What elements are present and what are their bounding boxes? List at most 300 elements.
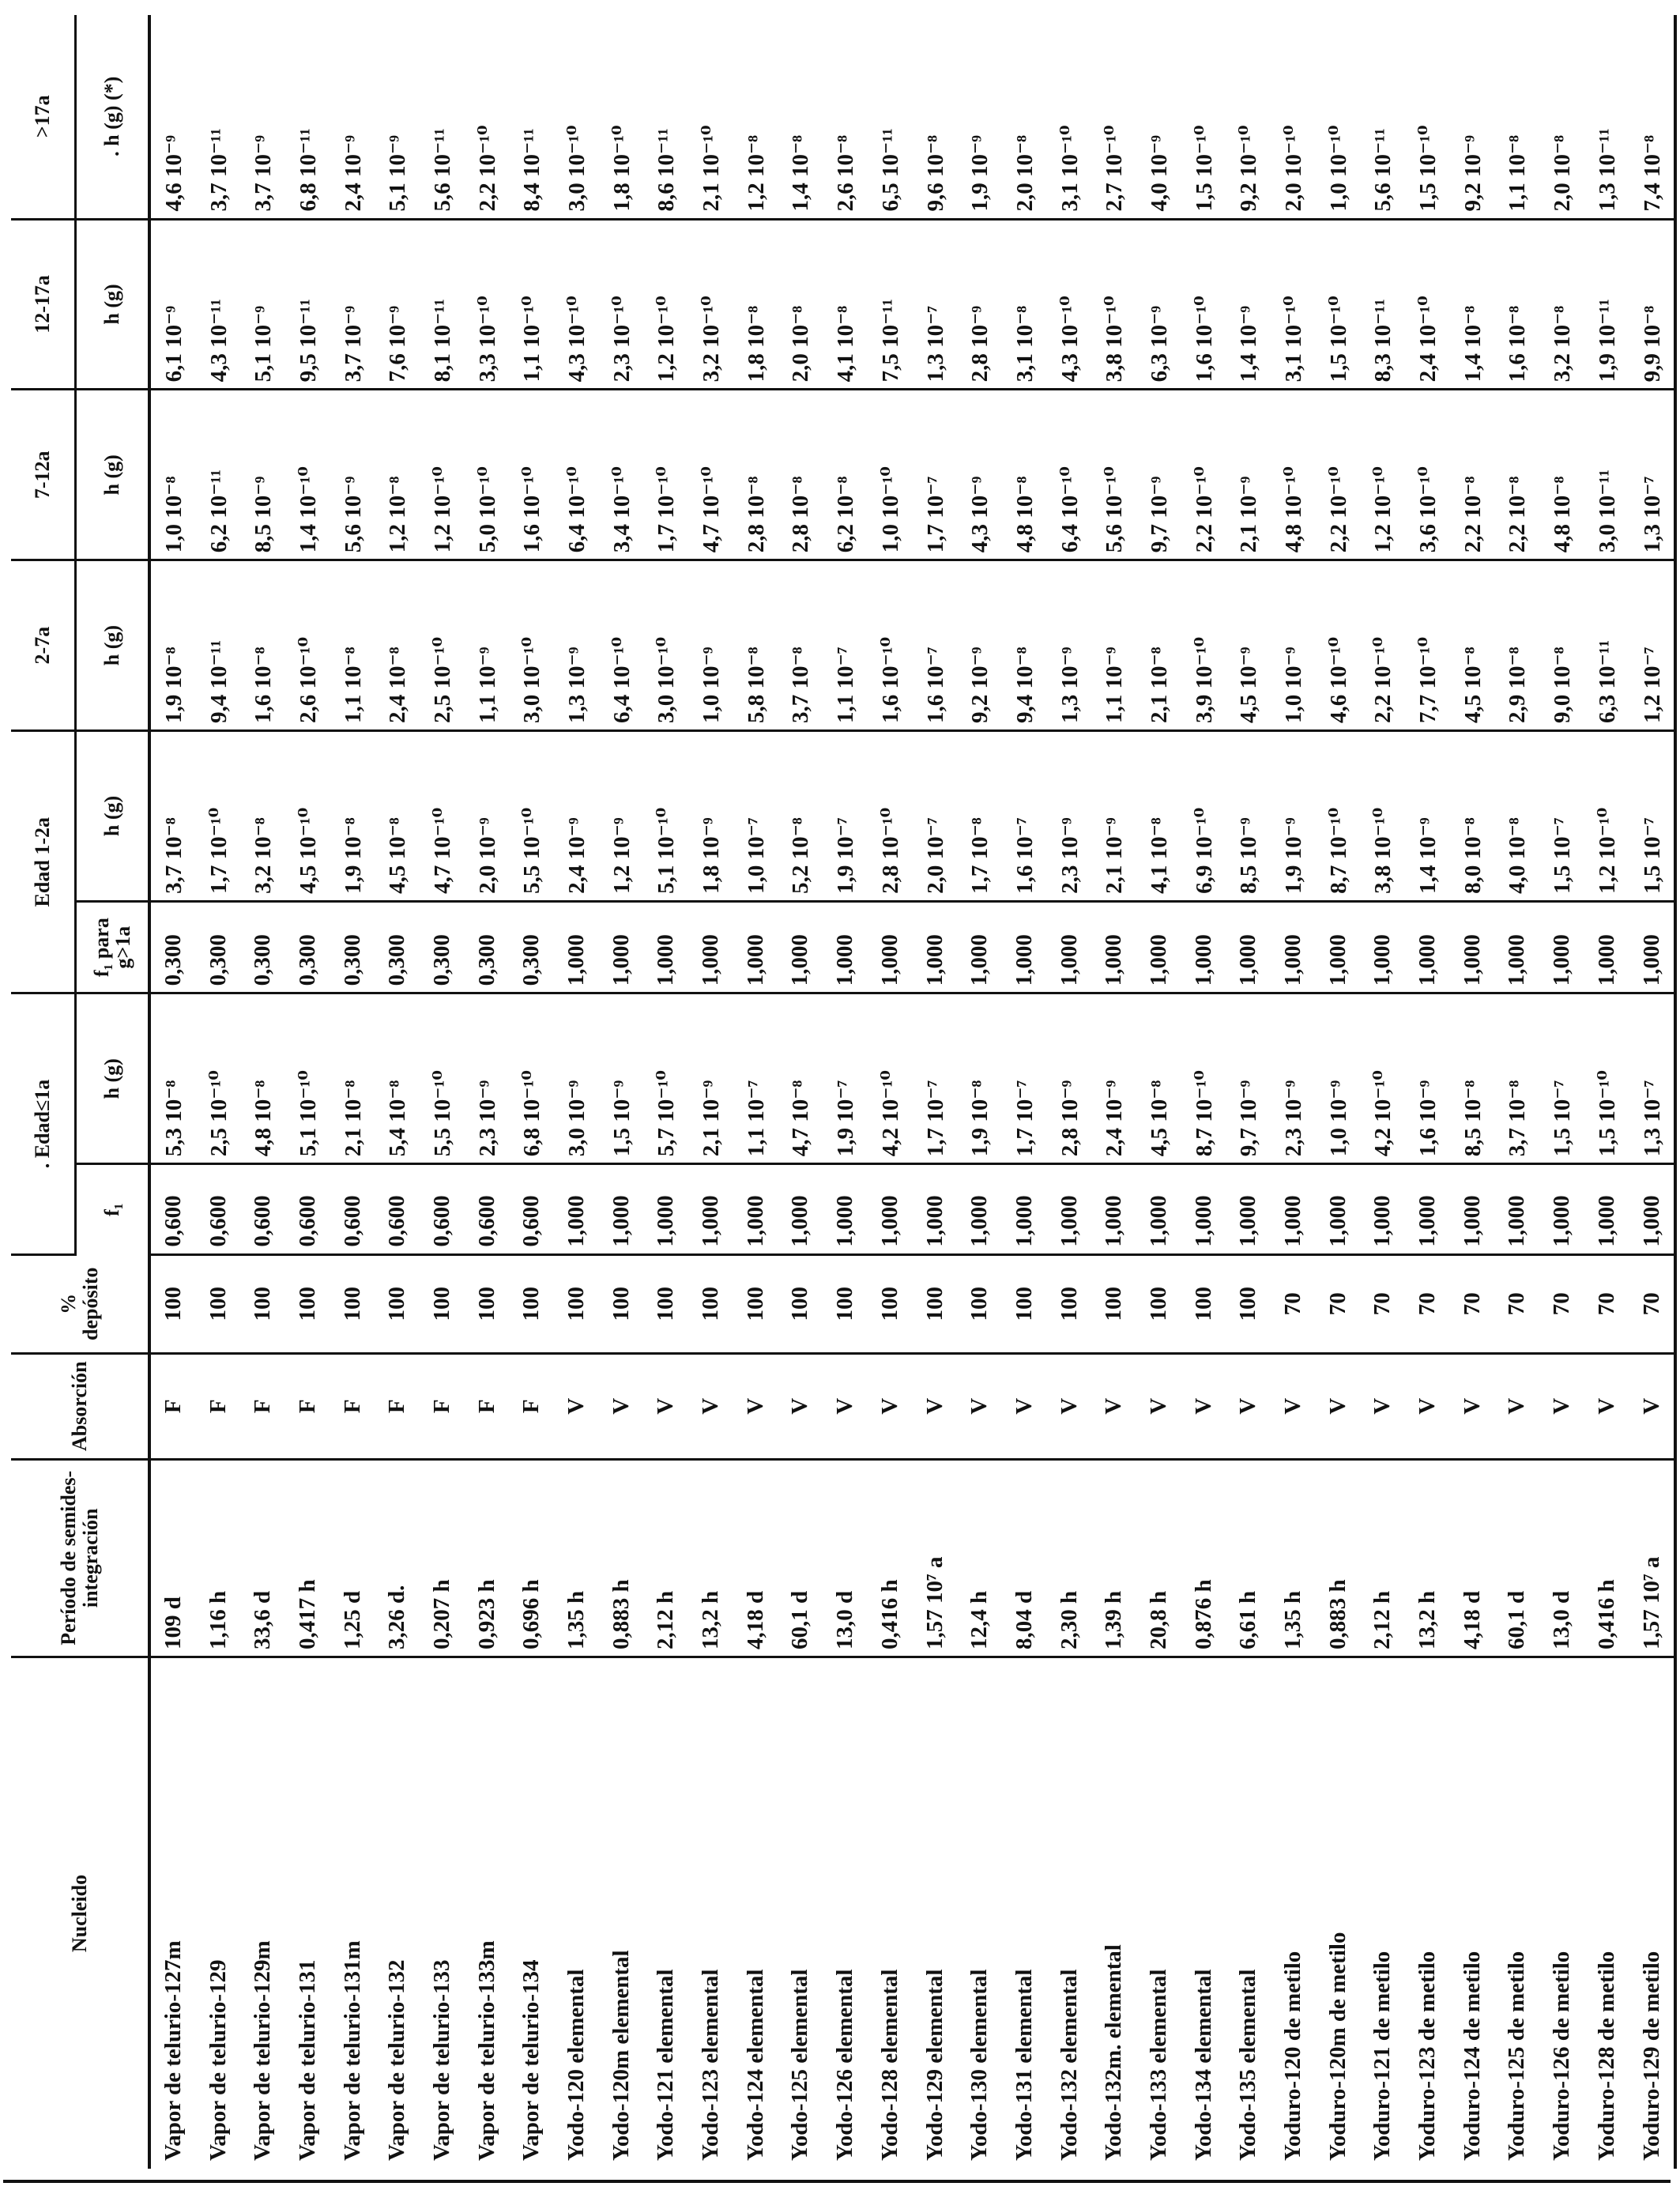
cell-absorcion: V [1361, 1353, 1406, 1459]
cell-h-gt-17a: 9,2 10⁻⁹ [1450, 15, 1495, 219]
cell-absorcion: V [554, 1353, 599, 1459]
cell-h-12-17a: 4,3 10⁻¹⁰ [554, 219, 599, 390]
cell-h-1-2a: 8,0 10⁻⁸ [1450, 731, 1495, 902]
cell-h-1-2a: 4,5 10⁻¹⁰ [285, 731, 330, 902]
cell-h-2-7a: 4,6 10⁻¹⁰ [1316, 560, 1361, 731]
cell-h-7-12a: 5,0 10⁻¹⁰ [465, 390, 510, 560]
cell-h-gt-17a: 2,0 10⁻⁸ [1539, 15, 1584, 219]
cell-h-gt-17a: 2,6 10⁻⁸ [823, 15, 868, 219]
cell-f1-le-1a: 0,600 [510, 1164, 555, 1254]
cell-absorcion: V [1316, 1353, 1361, 1459]
table-row [733, 15, 778, 2169]
cell-h-1-2a: 3,7 10⁻⁸ [149, 731, 196, 902]
cell-f1-1-2a: 1,000 [1629, 901, 1676, 993]
cell-deposito: 70 [1450, 1254, 1495, 1353]
cell-h-le-1a: 1,7 10⁻⁷ [913, 993, 958, 1164]
cell-h-2-7a: 1,6 10⁻⁸ [240, 560, 285, 731]
cell-f1-1-2a: 0,300 [330, 901, 375, 993]
cell-absorcion: V [1226, 1353, 1271, 1459]
cell-deposito: 70 [1495, 1254, 1540, 1353]
cell-periodo: 1,35 h [1271, 1459, 1316, 1657]
cell-h-12-17a: 1,2 10⁻¹⁰ [644, 219, 689, 390]
cell-periodo: 20,8 h [1136, 1459, 1181, 1657]
cell-nucleido: Yoduro-121 de metilo [1369, 1951, 1396, 2161]
cell-periodo: 1,57 10⁷ a [1629, 1459, 1676, 1657]
cell-f1-le-1a: 1,000 [688, 1164, 733, 1254]
cell-f1-le-1a: 1,000 [868, 1164, 913, 1254]
cell-h-gt-17a: 3,7 10⁻¹¹ [196, 15, 241, 219]
cell-nucleido: Yoduro-128 de metilo [1593, 1951, 1619, 2161]
table-row [420, 15, 465, 2169]
cell-h-2-7a: 1,0 10⁻⁹ [1271, 560, 1316, 731]
cell-nucleido: Yodo-126 elemental [832, 1969, 858, 2161]
cell-periodo: 2,12 h [1361, 1459, 1406, 1657]
cell-h-1-2a: 1,5 10⁻⁷ [1629, 731, 1676, 902]
cell-periodo: 60,1 d [1495, 1459, 1540, 1657]
cell-h-7-12a: 8,5 10⁻⁹ [240, 390, 285, 560]
cell-nucleido: Yoduro-125 de metilo [1504, 1951, 1530, 2161]
dose-coefficient-table [11, 15, 1677, 2169]
cell-h-le-1a: 2,8 10⁻⁹ [1047, 993, 1092, 1164]
header-deposito: % depósito [11, 1254, 149, 1353]
cell-periodo: 1,16 h [196, 1459, 241, 1657]
cell-h-le-1a: 1,9 10⁻⁸ [957, 993, 1002, 1164]
cell-absorcion: V [1450, 1353, 1495, 1459]
cell-h-12-17a: 9,9 10⁻⁸ [1629, 219, 1676, 390]
cell-h-1-2a: 4,5 10⁻⁸ [375, 731, 420, 902]
cell-h-2-7a: 1,2 10⁻⁷ [1629, 560, 1676, 731]
cell-h-gt-17a: 5,6 10⁻¹¹ [1361, 15, 1406, 219]
cell-h-12-17a: 3,1 10⁻¹⁰ [1271, 219, 1316, 390]
cell-h-gt-17a: 2,4 10⁻⁹ [330, 15, 375, 219]
cell-h-7-12a: 5,6 10⁻⁹ [330, 390, 375, 560]
cell-f1-le-1a: 1,000 [1271, 1164, 1316, 1254]
cell-deposito: 100 [1136, 1254, 1181, 1353]
cell-h-gt-17a: 1,8 10⁻¹⁰ [599, 15, 644, 219]
cell-h-le-1a: 2,1 10⁻⁹ [688, 993, 733, 1164]
cell-nucleido: Yodo-131 elemental [1011, 1969, 1037, 2161]
cell-f1-1-2a: 0,300 [420, 901, 465, 993]
cell-h-le-1a: 8,7 10⁻¹⁰ [1181, 993, 1226, 1164]
cell-h-2-7a: 3,7 10⁻⁸ [778, 560, 823, 731]
cell-h-12-17a: 7,6 10⁻⁹ [375, 219, 420, 390]
cell-h-12-17a: 1,1 10⁻¹⁰ [510, 219, 555, 390]
table-row [285, 15, 330, 2169]
cell-h-7-12a: 2,2 10⁻¹⁰ [1181, 390, 1226, 560]
cell-f1-1-2a: 1,000 [1091, 901, 1136, 993]
cell-h-2-7a: 9,4 10⁻⁸ [1002, 560, 1047, 731]
cell-h-12-17a: 3,8 10⁻¹⁰ [1091, 219, 1136, 390]
cell-h-le-1a: 5,3 10⁻⁸ [149, 993, 196, 1164]
cell-periodo: 0,207 h [420, 1459, 465, 1657]
cell-absorcion: F [285, 1353, 330, 1459]
cell-h-12-17a: 1,8 10⁻⁸ [733, 219, 778, 390]
cell-h-1-2a: 8,5 10⁻⁹ [1226, 731, 1271, 902]
cell-h-gt-17a: 1,9 10⁻⁹ [957, 15, 1002, 219]
cell-f1-le-1a: 1,000 [1584, 1164, 1629, 1254]
cell-h-gt-17a: 6,5 10⁻¹¹ [868, 15, 913, 219]
cell-deposito: 100 [149, 1254, 196, 1353]
cell-h-12-17a: 2,8 10⁻⁹ [957, 219, 1002, 390]
cell-nucleido: Yodo-132 elemental [1056, 1969, 1082, 2161]
cell-h-le-1a: 2,1 10⁻⁸ [330, 993, 375, 1164]
table-row [196, 15, 241, 2169]
cell-h-12-17a: 9,5 10⁻¹¹ [285, 219, 330, 390]
cell-h-7-12a: 6,2 10⁻¹¹ [196, 390, 241, 560]
table-row [778, 15, 823, 2169]
cell-h-12-17a: 3,1 10⁻⁸ [1002, 219, 1047, 390]
cell-deposito: 70 [1629, 1254, 1676, 1353]
cell-h-le-1a: 1,5 10⁻¹⁰ [1584, 993, 1629, 1164]
cell-h-1-2a: 1,7 10⁻⁸ [957, 731, 1002, 902]
table-row [1539, 15, 1584, 2169]
cell-h-7-12a: 3,6 10⁻¹⁰ [1405, 390, 1450, 560]
cell-f1-le-1a: 0,600 [330, 1164, 375, 1254]
cell-f1-1-2a: 1,000 [599, 901, 644, 993]
cell-f1-le-1a: 1,000 [1136, 1164, 1181, 1254]
table-row [1584, 15, 1629, 2169]
cell-periodo: 0,696 h [510, 1459, 555, 1657]
cell-h-7-12a: 2,2 10⁻¹⁰ [1316, 390, 1361, 560]
cell-f1-le-1a: 1,000 [1002, 1164, 1047, 1254]
cell-nucleido: Vapor de telurio-129 [205, 1959, 231, 2161]
cell-h-12-17a: 1,4 10⁻⁹ [1226, 219, 1271, 390]
cell-h-1-2a: 1,4 10⁻⁹ [1405, 731, 1450, 902]
cell-h-7-12a: 1,7 10⁻¹⁰ [644, 390, 689, 560]
cell-deposito: 70 [1584, 1254, 1629, 1353]
cell-h-gt-17a: 1,4 10⁻⁸ [778, 15, 823, 219]
cell-absorcion: V [733, 1353, 778, 1459]
cell-nucleido: Yodo-133 elemental [1145, 1969, 1171, 2161]
cell-h-1-2a: 1,9 10⁻⁸ [330, 731, 375, 902]
cell-h-le-1a: 5,1 10⁻¹⁰ [285, 993, 330, 1164]
cell-h-gt-17a: 1,2 10⁻⁸ [733, 15, 778, 219]
cell-nucleido: Vapor de telurio-133m [473, 1940, 499, 2161]
cell-h-7-12a: 2,8 10⁻⁸ [778, 390, 823, 560]
header-edad-2-7a: 2-7a [11, 560, 76, 731]
cell-absorcion: F [149, 1353, 196, 1459]
cell-h-le-1a: 4,5 10⁻⁸ [1136, 993, 1181, 1164]
cell-h-1-2a: 2,8 10⁻¹⁰ [868, 731, 913, 902]
header-edad-12-17a: 12-17a [11, 219, 76, 390]
cell-f1-le-1a: 1,000 [733, 1164, 778, 1254]
cell-h-12-17a: 8,3 10⁻¹¹ [1361, 219, 1406, 390]
cell-h-7-12a: 2,8 10⁻⁸ [733, 390, 778, 560]
cell-periodo: 0,883 h [599, 1459, 644, 1657]
cell-h-gt-17a: 3,1 10⁻¹⁰ [1047, 15, 1092, 219]
cell-nucleido: Vapor de telurio-134 [518, 1959, 544, 2161]
cell-f1-1-2a: 1,000 [644, 901, 689, 993]
cell-f1-1-2a: 1,000 [688, 901, 733, 993]
cell-h-7-12a: 1,2 10⁻¹⁰ [420, 390, 465, 560]
top-rule [3, 2180, 1671, 2183]
cell-h-gt-17a: 4,6 10⁻⁹ [149, 15, 196, 219]
cell-h-1-2a: 1,0 10⁻⁷ [733, 731, 778, 902]
cell-h-gt-17a: 2,0 10⁻⁸ [1002, 15, 1047, 219]
cell-f1-1-2a: 1,000 [1316, 901, 1361, 993]
cell-h-7-12a: 9,7 10⁻⁹ [1136, 390, 1181, 560]
cell-h-12-17a: 1,6 10⁻¹⁰ [1181, 219, 1226, 390]
cell-absorcion: V [1584, 1353, 1629, 1459]
cell-h-gt-17a: 2,0 10⁻¹⁰ [1271, 15, 1316, 219]
cell-f1-1-2a: 0,300 [465, 901, 510, 993]
cell-h-12-17a: 1,4 10⁻⁸ [1450, 219, 1495, 390]
cell-absorcion: V [1002, 1353, 1047, 1459]
cell-absorcion: V [913, 1353, 958, 1459]
cell-absorcion: F [240, 1353, 285, 1459]
cell-h-12-17a: 3,7 10⁻⁹ [330, 219, 375, 390]
cell-nucleido: Yoduro-126 de metilo [1549, 1951, 1575, 2161]
header-nucleido: Nucleido [11, 1657, 149, 2169]
cell-h-12-17a: 8,1 10⁻¹¹ [420, 219, 465, 390]
cell-h-gt-17a: 5,6 10⁻¹¹ [420, 15, 465, 219]
cell-nucleido: Yodo-135 elemental [1235, 1969, 1261, 2161]
cell-absorcion: V [1629, 1353, 1676, 1459]
cell-h-le-1a: 1,7 10⁻⁷ [1002, 993, 1047, 1164]
cell-h-gt-17a: 9,2 10⁻¹⁰ [1226, 15, 1271, 219]
cell-deposito: 100 [823, 1254, 868, 1353]
cell-h-le-1a: 6,8 10⁻¹⁰ [510, 993, 555, 1164]
cell-h-7-12a: 2,1 10⁻⁹ [1226, 390, 1271, 560]
cell-f1-1-2a: 1,000 [1047, 901, 1092, 993]
cell-h-7-12a: 1,2 10⁻¹⁰ [1361, 390, 1406, 560]
cell-nucleido: Yodo-125 elemental [787, 1969, 813, 2161]
cell-h-gt-17a: 8,6 10⁻¹¹ [644, 15, 689, 219]
table-row [375, 15, 420, 2169]
table-body [149, 15, 1675, 2169]
cell-h-2-7a: 3,0 10⁻¹⁰ [510, 560, 555, 731]
cell-deposito: 100 [913, 1254, 958, 1353]
cell-f1-le-1a: 1,000 [1629, 1164, 1676, 1254]
cell-h-2-7a: 4,5 10⁻⁸ [1450, 560, 1495, 731]
cell-h-12-17a: 3,3 10⁻¹⁰ [465, 219, 510, 390]
cell-h-1-2a: 3,8 10⁻¹⁰ [1361, 731, 1406, 902]
cell-nucleido: Yodo-121 elemental [653, 1969, 679, 2161]
cell-periodo: 1,57 10⁷ a [913, 1459, 958, 1657]
header-absorcion: Absorción [11, 1353, 149, 1459]
cell-absorcion: V [1405, 1353, 1450, 1459]
cell-f1-1-2a: 0,300 [285, 901, 330, 993]
cell-h-2-7a: 1,1 10⁻⁹ [465, 560, 510, 731]
cell-h-12-17a: 1,3 10⁻⁷ [913, 219, 958, 390]
subheader-h: h (g) [76, 219, 150, 390]
subheader-f1-para: f₁ para g>1a [76, 901, 150, 993]
cell-h-gt-17a: 2,1 10⁻¹⁰ [688, 15, 733, 219]
cell-absorcion: F [420, 1353, 465, 1459]
cell-periodo: 4,18 d [733, 1459, 778, 1657]
table-row [1405, 15, 1450, 2169]
cell-absorcion: V [1271, 1353, 1316, 1459]
table-row [868, 15, 913, 2169]
cell-nucleido: Yoduro-123 de metilo [1414, 1951, 1441, 2161]
cell-h-12-17a: 7,5 10⁻¹¹ [868, 219, 913, 390]
cell-absorcion: V [868, 1353, 913, 1459]
cell-f1-1-2a: 0,300 [510, 901, 555, 993]
cell-h-12-17a: 1,5 10⁻¹⁰ [1316, 219, 1361, 390]
cell-h-1-2a: 1,9 10⁻⁷ [823, 731, 868, 902]
cell-h-2-7a: 1,9 10⁻⁸ [149, 560, 196, 731]
cell-absorcion: V [1047, 1353, 1092, 1459]
cell-deposito: 100 [420, 1254, 465, 1353]
cell-h-1-2a: 6,9 10⁻¹⁰ [1181, 731, 1226, 902]
cell-nucleido: Vapor de telurio-132 [384, 1959, 410, 2161]
cell-h-7-12a: 6,2 10⁻⁸ [823, 390, 868, 560]
cell-f1-le-1a: 0,600 [420, 1164, 465, 1254]
cell-f1-le-1a: 1,000 [1091, 1164, 1136, 1254]
cell-h-2-7a: 2,5 10⁻¹⁰ [420, 560, 465, 731]
cell-f1-1-2a: 1,000 [1405, 901, 1450, 993]
cell-deposito: 100 [957, 1254, 1002, 1353]
cell-h-2-7a: 1,3 10⁻⁹ [1047, 560, 1092, 731]
cell-periodo: 0,416 h [868, 1459, 913, 1657]
cell-f1-1-2a: 1,000 [1361, 901, 1406, 993]
cell-h-7-12a: 6,4 10⁻¹⁰ [554, 390, 599, 560]
cell-h-1-2a: 2,0 10⁻⁹ [465, 731, 510, 902]
cell-nucleido: Yodo-132m. elemental [1101, 1944, 1127, 2161]
cell-deposito: 100 [733, 1254, 778, 1353]
cell-absorcion: V [1495, 1353, 1540, 1459]
cell-f1-1-2a: 1,000 [957, 901, 1002, 993]
cell-absorcion: V [1539, 1353, 1584, 1459]
cell-deposito: 100 [330, 1254, 375, 1353]
cell-periodo: 0,416 h [1584, 1459, 1629, 1657]
cell-h-1-2a: 1,8 10⁻⁹ [688, 731, 733, 902]
cell-h-1-2a: 1,9 10⁻⁹ [1271, 731, 1316, 902]
cell-f1-1-2a: 1,000 [1271, 901, 1316, 993]
cell-periodo: 13,2 h [1405, 1459, 1450, 1657]
table-row [599, 15, 644, 2169]
table-row [913, 15, 958, 2169]
cell-h-le-1a: 8,5 10⁻⁸ [1450, 993, 1495, 1164]
cell-h-12-17a: 2,4 10⁻¹⁰ [1405, 219, 1450, 390]
cell-h-7-12a: 6,4 10⁻¹⁰ [1047, 390, 1092, 560]
cell-deposito: 100 [644, 1254, 689, 1353]
cell-h-2-7a: 1,6 10⁻⁷ [913, 560, 958, 731]
cell-h-1-2a: 8,7 10⁻¹⁰ [1316, 731, 1361, 902]
cell-absorcion: V [957, 1353, 1002, 1459]
table-row [149, 15, 196, 2169]
cell-h-12-17a: 4,3 10⁻¹¹ [196, 219, 241, 390]
cell-h-2-7a: 1,1 10⁻⁷ [823, 560, 868, 731]
cell-h-2-7a: 7,7 10⁻¹⁰ [1405, 560, 1450, 731]
table-row [510, 15, 555, 2169]
cell-h-gt-17a: 1,5 10⁻¹⁰ [1405, 15, 1450, 219]
cell-h-gt-17a: 6,8 10⁻¹¹ [285, 15, 330, 219]
cell-h-2-7a: 6,3 10⁻¹¹ [1584, 560, 1629, 731]
cell-h-le-1a: 4,7 10⁻⁸ [778, 993, 823, 1164]
cell-h-12-17a: 6,3 10⁻⁹ [1136, 219, 1181, 390]
table-row [240, 15, 285, 2169]
cell-f1-1-2a: 1,000 [913, 901, 958, 993]
cell-h-le-1a: 4,2 10⁻¹⁰ [868, 993, 913, 1164]
cell-nucleido: Yoduro-124 de metilo [1459, 1951, 1485, 2161]
table-row [1495, 15, 1540, 2169]
cell-h-gt-17a: 4,0 10⁻⁹ [1136, 15, 1181, 219]
cell-periodo: 13,2 h [688, 1459, 733, 1657]
cell-h-7-12a: 2,2 10⁻⁸ [1495, 390, 1540, 560]
cell-nucleido: Vapor de telurio-131m [339, 1940, 365, 2161]
cell-h-le-1a: 1,9 10⁻⁷ [823, 993, 868, 1164]
cell-h-1-2a: 4,7 10⁻¹⁰ [420, 731, 465, 902]
cell-h-gt-17a: 1,5 10⁻¹⁰ [1181, 15, 1226, 219]
cell-periodo: 12,4 h [957, 1459, 1002, 1657]
cell-periodo: 60,1 d [778, 1459, 823, 1657]
cell-h-2-7a: 9,2 10⁻⁹ [957, 560, 1002, 731]
cell-f1-1-2a: 1,000 [1002, 901, 1047, 993]
table-row [1047, 15, 1092, 2169]
cell-f1-le-1a: 1,000 [1316, 1164, 1361, 1254]
cell-h-7-12a: 1,2 10⁻⁸ [375, 390, 420, 560]
cell-nucleido: Yodo-124 elemental [742, 1969, 768, 2161]
cell-h-1-2a: 5,1 10⁻¹⁰ [644, 731, 689, 902]
cell-h-1-2a: 1,2 10⁻⁹ [599, 731, 644, 902]
cell-h-le-1a: 9,7 10⁻⁹ [1226, 993, 1271, 1164]
cell-h-7-12a: 2,2 10⁻⁸ [1450, 390, 1495, 560]
cell-f1-le-1a: 1,000 [1181, 1164, 1226, 1254]
cell-periodo: 2,30 h [1047, 1459, 1092, 1657]
cell-h-12-17a: 4,1 10⁻⁸ [823, 219, 868, 390]
cell-h-7-12a: 4,3 10⁻⁹ [957, 390, 1002, 560]
table-row [1361, 15, 1406, 2169]
cell-periodo: 109 d [149, 1459, 196, 1657]
cell-periodo: 0,923 h [465, 1459, 510, 1657]
cell-h-2-7a: 4,5 10⁻⁹ [1226, 560, 1271, 731]
cell-nucleido: Yodo-128 elemental [876, 1969, 902, 2161]
cell-deposito: 70 [1271, 1254, 1316, 1353]
cell-f1-le-1a: 0,600 [240, 1164, 285, 1254]
cell-h-12-17a: 2,3 10⁻¹⁰ [599, 219, 644, 390]
cell-periodo: 8,04 d [1002, 1459, 1047, 1657]
cell-f1-1-2a: 1,000 [1181, 901, 1226, 993]
cell-f1-1-2a: 1,000 [1495, 901, 1540, 993]
cell-h-le-1a: 2,3 10⁻⁹ [465, 993, 510, 1164]
table-row [1316, 15, 1361, 2169]
cell-h-le-1a: 1,5 10⁻⁹ [599, 993, 644, 1164]
cell-f1-1-2a: 1,000 [778, 901, 823, 993]
cell-f1-le-1a: 0,600 [149, 1164, 196, 1254]
cell-h-7-12a: 1,7 10⁻⁷ [913, 390, 958, 560]
cell-h-2-7a: 9,4 10⁻¹¹ [196, 560, 241, 731]
cell-deposito: 100 [1091, 1254, 1136, 1353]
cell-f1-le-1a: 1,000 [1450, 1164, 1495, 1254]
cell-h-7-12a: 1,0 10⁻⁸ [149, 390, 196, 560]
table-row [823, 15, 868, 2169]
cell-f1-1-2a: 1,000 [823, 901, 868, 993]
cell-nucleido: Vapor de telurio-129m [250, 1940, 276, 2161]
cell-f1-le-1a: 1,000 [599, 1164, 644, 1254]
cell-f1-1-2a: 1,000 [1584, 901, 1629, 993]
table-row [1629, 15, 1676, 2169]
cell-h-7-12a: 1,4 10⁻¹⁰ [285, 390, 330, 560]
header-periodo: Período de semides-integración [11, 1459, 149, 1657]
cell-h-1-2a: 2,0 10⁻⁷ [913, 731, 958, 902]
cell-h-1-2a: 5,5 10⁻¹⁰ [510, 731, 555, 902]
cell-nucleido: Yodo-129 elemental [921, 1969, 947, 2161]
cell-h-1-2a: 4,0 10⁻⁸ [1495, 731, 1540, 902]
cell-h-12-17a: 4,3 10⁻¹⁰ [1047, 219, 1092, 390]
cell-f1-1-2a: 0,300 [196, 901, 241, 993]
cell-h-1-2a: 1,7 10⁻¹⁰ [196, 731, 241, 902]
cell-h-gt-17a: 3,0 10⁻¹⁰ [554, 15, 599, 219]
subheader-h: h (g) [76, 390, 150, 560]
cell-h-1-2a: 2,3 10⁻⁹ [1047, 731, 1092, 902]
cell-nucleido: Vapor de telurio-133 [428, 1959, 454, 2161]
cell-f1-le-1a: 1,000 [957, 1164, 1002, 1254]
cell-f1-le-1a: 1,000 [913, 1164, 958, 1254]
cell-deposito: 70 [1361, 1254, 1406, 1353]
subheader-h: h (g) [76, 731, 150, 902]
cell-f1-le-1a: 1,000 [1226, 1164, 1271, 1254]
